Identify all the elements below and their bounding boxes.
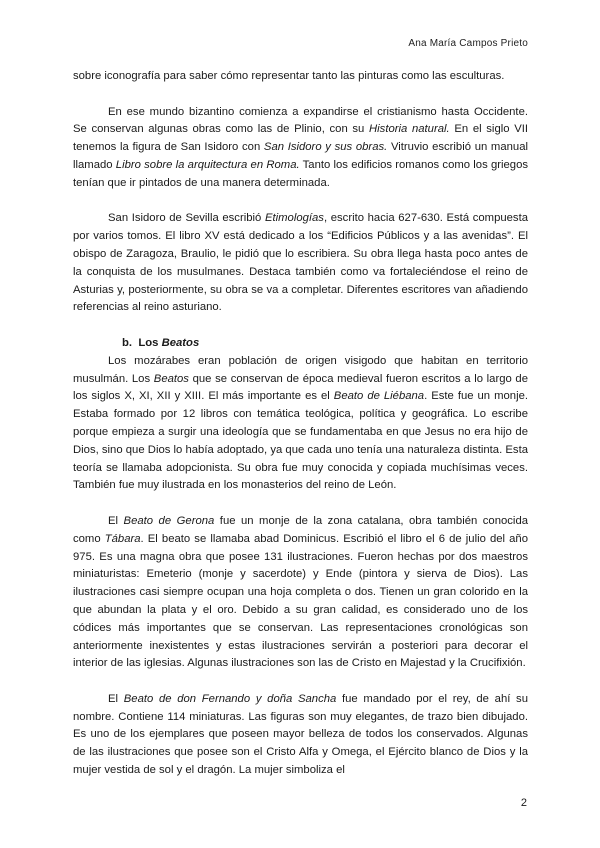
section-heading [73, 335, 528, 353]
paragraph [73, 513, 528, 673]
section-paragraphs [73, 353, 528, 780]
italic-title: Beato de don Fernando y doña Sancha [123, 692, 337, 705]
italic-title: Beatos [153, 372, 189, 385]
section-number: b. [122, 336, 133, 349]
intro-paragraphs [73, 68, 528, 317]
paragraph-text: , escrito hacia 627-630. Está compuesta por varios tomos. El libro XV está dedicado a los “Edificios Públicos y a las avenidas”. El obispo de Zaragoza, Braulio, le pidió que lo escribiera. Su obra llega hasta poco antes de la conquista de los musulmanes. Destaca también como va fortaleciéndose el reino de Asturias y, posteriormente, su obra se va a completar. Diferentes escritores van añadiendo referencias al reino asturiano. [73, 212, 528, 314]
paragraph-text: El [108, 692, 124, 705]
paragraph [73, 210, 528, 317]
italic-title: San Isidoro y sus obras. [263, 141, 388, 154]
italic-title: Etimologías [264, 212, 324, 225]
paragraph-text: sobre iconografía para saber cómo representar tanto las pinturas como las esculturas. [73, 70, 505, 82]
paragraph [73, 691, 528, 780]
section-title-italic: Beatos [161, 336, 200, 349]
paragraph-text: que se conservan de época medieval fueron escritos a lo largo de los siglos X, XI, XII y XIII. El más importante es el [73, 372, 528, 403]
page-header-author: Ana María Campos Prieto [408, 38, 528, 49]
italic-title: Libro sobre la arquitectura en Roma. [115, 158, 300, 171]
paragraph-text: fue un monje de la zona catalana, obra también conocida como [73, 514, 529, 545]
paragraph-text: San Isidoro de Sevilla escribió [108, 212, 265, 225]
italic-title: Tábara [104, 532, 141, 545]
page-number: 2 [520, 797, 527, 809]
paragraph [73, 104, 528, 193]
paragraph-text: fue mandado por el rey, de ahí su nombre. Contiene 114 miniaturas. Las figuras son muy elegantes, de trazo bien dibujado. Es uno de los ejemplares que poseen mayor belleza de todos los conservados. Algunas de las ilustraciones que posee son el Cristo Alfa y Omega, el Ejército blanco de Dios y la mujer vestida de sol y el dragón. La mujer simboliza el [73, 692, 528, 777]
italic-title: Historia natural. [369, 123, 450, 136]
paragraph-text: Tanto los edificios romanos como los griegos tenían que ir pintados de una manera determinada. [73, 158, 528, 189]
paragraph-text: Los mozárabes eran población de origen visigodo que habitan en territorio musulmán. Los [73, 354, 528, 385]
paragraph-text: . El beato se llamaba abad Dominicus. Escribió el libro el 6 de julio del año 975. Es una magna obra que posee 131 ilustraciones. Fueron hechas por dos maestros miniaturistas: Emeterio (monje y sacerdote) y Ende (pintora y sierva de Dios). Las ilustraciones casi siempre ocupan una hoja completa o dos. Tienen un gran colorido en la que abundan la plata y el oro. Debido a su gran calidad, es considerado uno de los códices más importantes que se conservan. Las representaciones cronológicas son anteriormente inexistentes y estas ilustraciones servirán a posteriori para decorar el interior de las iglesias. Algunas ilustraciones son las de Cristo en Majestad y la Crucifixión. [73, 532, 528, 670]
italic-title: Beato de Gerona [123, 514, 215, 527]
section-prefix: Los [138, 336, 162, 349]
paragraph [73, 353, 528, 495]
paragraph-text: Vitruvio escribió un manual llamado [73, 141, 528, 171]
paragraph-text: El [108, 514, 124, 527]
paragraph-text: En ese mundo bizantino comienza a expandirse el cristianismo hasta Occidente. Se conservan algunas obras como las de Plinio, con su [73, 105, 528, 136]
paragraph [73, 68, 528, 86]
paragraph-text: En el siglo VII tenemos la figura de San Isidoro con [73, 123, 529, 154]
paragraph-text: . Este fue un monje. Estaba formado por 12 libros con temática teológica, política y geográfica. Lo escribe porque empieza a surgir una ideología que se fundamentaba en que Jesus no era hijo de Dios, sino que Dios lo había adoptado, ya que cada uno tenía una naturaleza distinta. Esta teoría se llamaba adopcionista. Su obra fue muy conocida y copiada muchísimas veces. También fue muy ilustrada en los monasterios del reino de León. [73, 390, 528, 492]
document-body [73, 68, 528, 798]
italic-title: Beato de Liébana [333, 390, 425, 403]
